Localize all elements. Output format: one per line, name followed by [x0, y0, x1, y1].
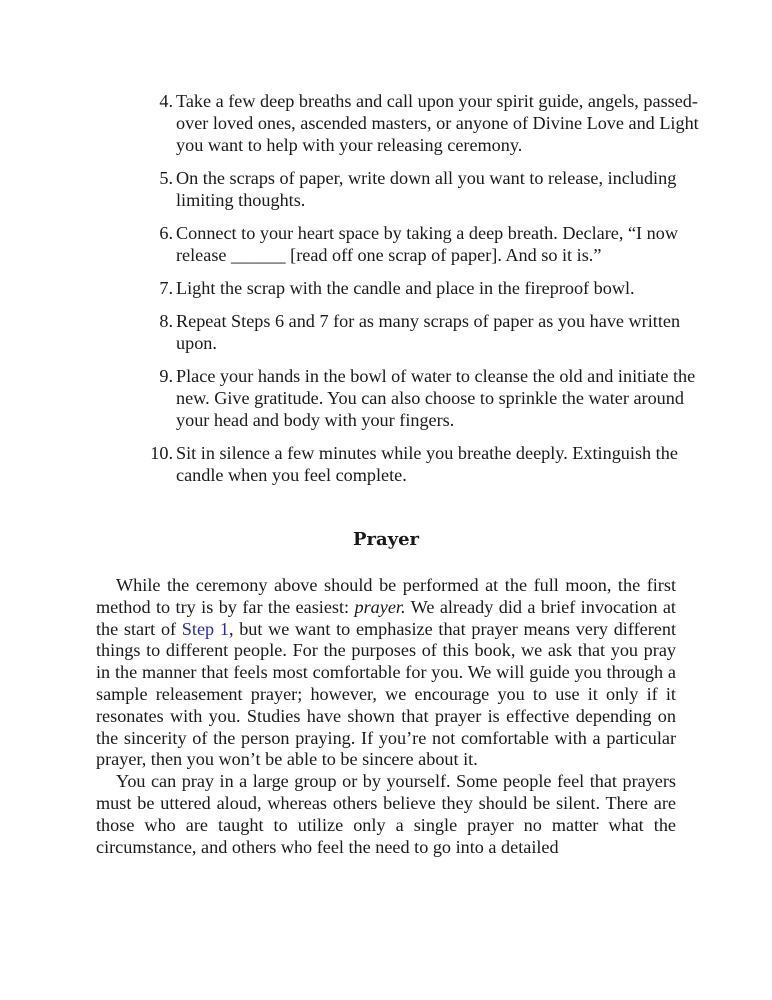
paragraph — [96, 771, 676, 858]
step-1-link[interactable]: Step 1 — [181, 618, 229, 639]
list-item — [140, 365, 700, 431]
list-item — [140, 90, 700, 156]
paragraph-text: You can pray in a large group or by yourself. Some people feel that prayers must be uttered aloud, whereas others believe they should be silent. There are those who are taught to utilize only a single prayer no matter what the circumstance, and others who feel the need to go into a detailed — [96, 771, 676, 857]
ceremony-steps-list — [140, 90, 700, 497]
step-number: 10. — [150, 443, 173, 463]
step-number: 9. — [159, 366, 173, 386]
step-text: Take a few deep breaths and call upon your spirit guide, angels, passed-over loved ones, ascended masters, or anyone of Divine Love and Light you want to help with your releasing ceremony. — [176, 91, 699, 155]
step-number: 6. — [159, 223, 173, 243]
paragraph — [96, 575, 676, 771]
step-text: Repeat Steps 6 and 7 for as many scraps of paper as you have written upon. — [176, 311, 681, 353]
list-item — [140, 277, 700, 299]
body-text — [96, 575, 676, 858]
list-item — [140, 310, 700, 354]
step-number: 7. — [159, 278, 173, 298]
step-number: 8. — [159, 311, 173, 331]
step-number: 5. — [159, 168, 173, 188]
step-number: 4. — [159, 91, 173, 111]
step-text: Light the scrap with the candle and place in the fireproof bowl. — [176, 278, 635, 298]
list-item — [140, 442, 700, 486]
paragraph-text: While the ceremony above should be performed at the full moon, the first method to try is by far the easiest: — [96, 575, 676, 617]
emphasis-text: prayer. — [354, 596, 406, 617]
paragraph-text: We already did a brief invocation at the start of — [96, 596, 676, 639]
step-text: Sit in silence a few minutes while you breathe deeply. Extinguish the candle when you feel complete. — [176, 443, 678, 485]
list-item — [140, 222, 700, 266]
list-item — [140, 167, 700, 211]
paragraph-text: , but we want to emphasize that prayer means very different things to different people. For the purposes of this book, we ask that you pray in the manner that feels most comfortable for you. We will guide you through a sample releasement prayer; however, we encourage you to use it only if it resonates with you. Studies have shown that prayer is effective depending on the sincerity of the person praying. If you’re not comfortable with a particular prayer, then you won’t be able to be sincere about it. — [96, 618, 676, 770]
section-heading: Prayer — [352, 529, 420, 550]
step-text: Place your hands in the bowl of water to cleanse the old and initiate the new. Give gratitude. You can also choose to sprinkle the water around your head and body with your fingers. — [176, 366, 696, 430]
step-text: Connect to your heart space by taking a deep breath. Declare, “I now release ______ [read off one scrap of paper]. And so it is.” — [176, 223, 678, 265]
step-text: On the scraps of paper, write down all you want to release, including limiting thoughts. — [176, 168, 677, 210]
